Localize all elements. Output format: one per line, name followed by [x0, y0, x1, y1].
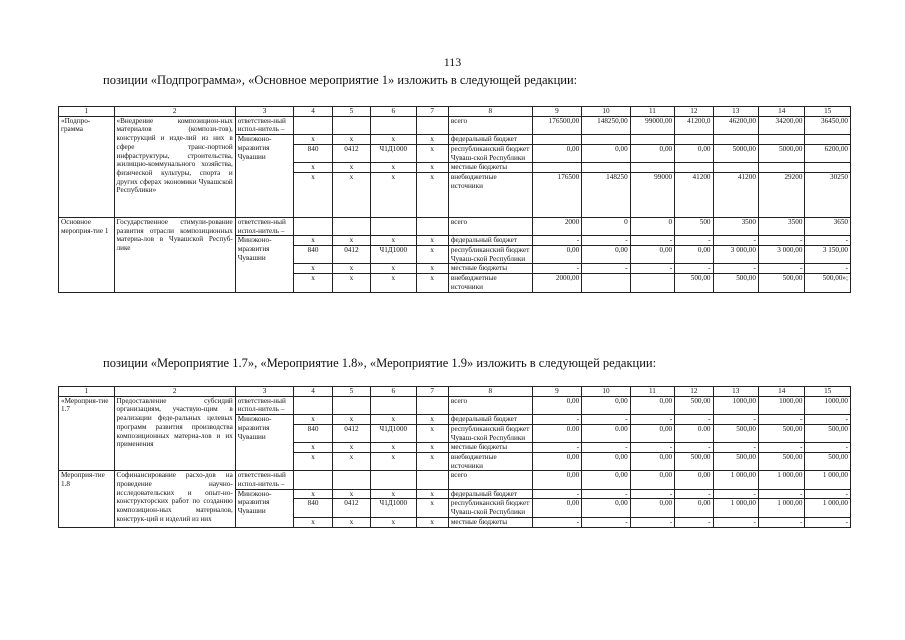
amount-cell: 500,00 [675, 274, 713, 292]
measure-title: Государственное стимули-рование развития отрасли композиционных материа-лов в Чувашской Респуб-лике [114, 217, 235, 292]
amount-cell: 36450,00 [805, 116, 851, 134]
amount-cell: 500,00 [713, 452, 758, 470]
target-code: Ч1Д1000 [371, 144, 416, 162]
amount-cell: - [675, 415, 713, 425]
funding-source: внебюджетные источники [448, 274, 532, 292]
target-code: Ч1Д1000 [371, 499, 416, 517]
section-code: х [332, 274, 370, 292]
section-code: х [332, 452, 370, 470]
funding-source: федеральный бюджет [448, 135, 532, 145]
col-num: 5 [332, 107, 370, 117]
amount-cell: - [758, 264, 804, 274]
grbs-code: 840 [294, 424, 332, 442]
funding-source: федеральный бюджет [448, 415, 532, 425]
amount-cell: 0,00 [532, 499, 582, 517]
col-num: 5 [332, 387, 370, 397]
col-num: 3 [235, 387, 294, 397]
expense-group: х [416, 415, 448, 425]
amount-cell: 0,00 [630, 396, 674, 414]
col-num: 9 [532, 387, 582, 397]
amount-cell: - [805, 489, 851, 499]
section-code: х [332, 443, 370, 453]
amount-cell: 0,00 [582, 452, 630, 470]
amount-cell: 0,00 [582, 396, 630, 414]
amount-cell: 0,00 [532, 471, 582, 489]
section-code: 0412 [332, 246, 370, 264]
measure-code: «Мероприя-тие 1.7 [59, 396, 115, 471]
amount-cell: - [675, 236, 713, 246]
section-heading-1: позиции «Подпрограмма», «Основное мероприятие 1» изложить в следующей редакции: [103, 73, 578, 87]
amount-cell: 500,00 [758, 274, 804, 292]
section-code: х [332, 489, 370, 499]
program-code: «Подпро-грамма [59, 116, 115, 217]
table-row [59, 116, 851, 134]
amount-cell: 0,00 [582, 144, 630, 162]
col-num: 6 [371, 387, 416, 397]
grbs-code: 840 [294, 246, 332, 264]
section-code: х [332, 415, 370, 425]
section-heading-2: позиции «Мероприятие 1.7», «Мероприятие 1.8», «Мероприятие 1.9» изложить в следующей редакции: [103, 356, 657, 370]
section-code [332, 116, 370, 134]
amount-cell: 5000,00 [758, 144, 804, 162]
responsible-executor-label: ответствен-ный испол-нитель – [235, 217, 294, 235]
section-code: 0412 [332, 144, 370, 162]
amount-cell: 0,00 [630, 452, 674, 470]
table-row [59, 217, 851, 235]
funding-source: внебюджетные источники [448, 452, 532, 470]
amount-cell: 1 000,00 [758, 471, 804, 489]
funding-source: республиканский бюджет Чуваш-ской Республики [448, 424, 532, 442]
amount-cell: 3650 [805, 217, 851, 235]
amount-cell: 0,00 [630, 144, 674, 162]
section-code [332, 217, 370, 235]
amount-cell: 1000,00 [713, 396, 758, 414]
col-num: 15 [805, 387, 851, 397]
amount-cell: 3 150,00 [805, 246, 851, 264]
amount-cell: 0,00 [675, 144, 713, 162]
target-code [371, 217, 416, 235]
amount-cell: - [532, 489, 582, 499]
amount-cell: 99000 [630, 172, 674, 217]
amount-cell: - [713, 517, 758, 527]
amount-cell: 0 [582, 217, 630, 235]
amount-cell: - [532, 443, 582, 453]
amount-cell: - [675, 517, 713, 527]
amount-cell [675, 135, 713, 145]
funding-source: всего [448, 217, 532, 235]
col-num: 7 [416, 107, 448, 117]
amount-cell: - [675, 443, 713, 453]
section-code: х [332, 264, 370, 274]
funding-source: внебюджетные источники [448, 172, 532, 217]
measure-title: Предоставление субсидий организациям, участвую-щим в реализации феде-ральных целевых программ развития производства композиционных материа-лов и их применения [114, 396, 235, 471]
funding-source: республиканский бюджет Чуваш-ской Республики [448, 246, 532, 264]
expense-group: х [416, 274, 448, 292]
amount-cell: - [758, 489, 804, 499]
amount-cell [582, 135, 630, 145]
program-title: «Внедрение композицион-ных материалов (компози-тов), конструкций и изде-лий из них в сфере транс-портной инфраструктуры, строительства, жилищно-коммунального хозяйства, физической культуры, спорта и других сферах экономики Чувашской Республики» [114, 116, 235, 217]
amount-cell: 34200,00 [758, 116, 804, 134]
target-code: х [371, 163, 416, 173]
col-num: 10 [582, 107, 630, 117]
col-num: 3 [235, 107, 294, 117]
amount-cell: 3500 [758, 217, 804, 235]
amount-cell: 500 [675, 217, 713, 235]
amount-cell: - [582, 443, 630, 453]
target-code: х [371, 236, 416, 246]
amount-cell: - [713, 415, 758, 425]
amount-cell: 41200 [713, 172, 758, 217]
section-code: х [332, 163, 370, 173]
amount-cell: - [532, 236, 582, 246]
amount-cell: 3500 [713, 217, 758, 235]
amount-cell: 1000,00 [805, 396, 851, 414]
amount-cell: 500,00 [675, 452, 713, 470]
amount-cell: 0,00 [675, 499, 713, 517]
responsible-executor: Минэконо-мразвития Чувашии [235, 489, 294, 527]
target-code: х [371, 415, 416, 425]
amount-cell: 500,00 [805, 452, 851, 470]
amount-cell [675, 163, 713, 173]
amount-cell: - [582, 489, 630, 499]
column-number-row [59, 387, 851, 397]
responsible-executor: Минэконо-мразвития Чувашии [235, 415, 294, 471]
grbs-code: х [294, 415, 332, 425]
amount-cell: - [630, 236, 674, 246]
amount-cell: - [758, 415, 804, 425]
amount-cell: 500,00 [675, 396, 713, 414]
col-num: 12 [675, 107, 713, 117]
responsible-executor-label: ответствен-ный испол-нитель – [235, 471, 294, 489]
expense-group [416, 116, 448, 134]
target-code: х [371, 443, 416, 453]
target-code [371, 396, 416, 414]
section-code: х [332, 135, 370, 145]
amount-cell: 0.00 [532, 424, 582, 442]
amount-cell: - [758, 517, 804, 527]
amount-cell: 0.00 [675, 424, 713, 442]
col-num: 13 [713, 387, 758, 397]
expense-group: х [416, 246, 448, 264]
grbs-code [294, 217, 332, 235]
amount-cell: 30250 [805, 172, 851, 217]
col-num: 1 [59, 107, 115, 117]
amount-cell: - [630, 264, 674, 274]
grbs-code: х [294, 264, 332, 274]
amount-cell: - [675, 489, 713, 499]
amount-cell: - [805, 264, 851, 274]
amount-cell: 6200,00 [805, 144, 851, 162]
amount-cell: 0,00 [582, 246, 630, 264]
amount-cell: 176500,00 [532, 116, 582, 134]
target-code: х [371, 274, 416, 292]
grbs-code: х [294, 236, 332, 246]
amount-cell: 500,00 [805, 424, 851, 442]
funding-source: федеральный бюджет [448, 236, 532, 246]
amount-cell: 500,00 [758, 424, 804, 442]
target-code: х [371, 489, 416, 499]
measure-title: Софинансирование расхо-дов на проведение научно-исследовательских и опыт-но-конструкторских работ по созданию композицион-ных материалов, конструк-ций и изделий из них [114, 471, 235, 527]
col-num: 1 [59, 387, 115, 397]
amount-cell [758, 163, 804, 173]
amount-cell: 500,00 [713, 274, 758, 292]
grbs-code: х [294, 443, 332, 453]
amount-cell [805, 135, 851, 145]
amount-cell: 0,00 [630, 424, 674, 442]
col-num: 15 [805, 107, 851, 117]
responsible-executor-label: ответствен-ный испол-нитель – [235, 116, 294, 134]
expense-group: х [416, 489, 448, 499]
amount-cell: 0,00 [675, 246, 713, 264]
expense-group: х [416, 424, 448, 442]
target-code: х [371, 452, 416, 470]
expense-group [416, 471, 448, 489]
section-code: 0412 [332, 424, 370, 442]
col-num: 4 [294, 107, 332, 117]
measure-code: Мероприя-тие 1.8 [59, 471, 115, 527]
funding-source: местные бюджеты [448, 443, 532, 453]
expense-group: х [416, 172, 448, 217]
amount-cell [630, 135, 674, 145]
amount-cell: 500,00 [758, 452, 804, 470]
amount-cell: 99000,00 [630, 116, 674, 134]
target-code: х [371, 135, 416, 145]
amount-cell: - [630, 489, 674, 499]
amount-cell: 1 000,00 [805, 471, 851, 489]
funding-source: местные бюджеты [448, 163, 532, 173]
amount-cell: - [582, 517, 630, 527]
col-num: 11 [630, 107, 674, 117]
expense-group [416, 217, 448, 235]
col-num: 8 [448, 387, 532, 397]
responsible-executor-label: ответствен-ный испол-нитель – [235, 396, 294, 414]
funding-source: местные бюджеты [448, 517, 532, 527]
section-code: х [332, 517, 370, 527]
amount-cell: - [582, 415, 630, 425]
amount-cell: 1000,00 [758, 396, 804, 414]
amount-cell: 0,00 [630, 499, 674, 517]
expense-group: х [416, 135, 448, 145]
col-num: 6 [371, 107, 416, 117]
amount-cell: 0.00 [582, 424, 630, 442]
expense-group: х [416, 443, 448, 453]
amount-cell: 1 000,00 [805, 499, 851, 517]
amount-cell: 148250 [582, 172, 630, 217]
amount-cell: 0,00 [582, 499, 630, 517]
amount-cell: 46200,00 [713, 116, 758, 134]
expense-group: х [416, 264, 448, 274]
amount-cell: - [713, 443, 758, 453]
funding-source: всего [448, 396, 532, 414]
amount-cell: - [630, 517, 674, 527]
amount-cell: - [805, 415, 851, 425]
amount-cell: 176500 [532, 172, 582, 217]
col-num: 12 [675, 387, 713, 397]
col-num: 2 [114, 387, 235, 397]
col-num: 14 [758, 107, 804, 117]
grbs-code: х [294, 489, 332, 499]
amount-cell [805, 163, 851, 173]
section-code [332, 396, 370, 414]
amount-cell: 0,00 [675, 471, 713, 489]
col-num: 2 [114, 107, 235, 117]
grbs-code: х [294, 452, 332, 470]
amount-cell [582, 163, 630, 173]
target-code: Ч1Д1000 [371, 246, 416, 264]
target-code [371, 471, 416, 489]
measure-code: Основное мероприя-тие 1 [59, 217, 115, 292]
expense-group: х [416, 163, 448, 173]
amount-cell [532, 163, 582, 173]
amount-cell [532, 135, 582, 145]
col-num: 14 [758, 387, 804, 397]
grbs-code: 840 [294, 499, 332, 517]
amount-cell [713, 135, 758, 145]
amount-cell: 0,00 [532, 396, 582, 414]
amount-cell: 500,00»; [805, 274, 851, 292]
col-num: 7 [416, 387, 448, 397]
amount-cell: 0,00 [532, 452, 582, 470]
target-code: х [371, 264, 416, 274]
expense-group [416, 396, 448, 414]
column-number-row [59, 107, 851, 117]
amount-cell [713, 163, 758, 173]
target-code: х [371, 517, 416, 527]
col-num: 4 [294, 387, 332, 397]
amount-cell: 0,00 [582, 471, 630, 489]
col-num: 8 [448, 107, 532, 117]
amount-cell: - [532, 517, 582, 527]
responsible-executor: Минэконо-мразвития Чувашии [235, 135, 294, 218]
section-code [332, 471, 370, 489]
amount-cell: - [532, 264, 582, 274]
grbs-code: х [294, 517, 332, 527]
responsible-executor: Минэконо-мразвития Чувашии [235, 236, 294, 292]
amount-cell: - [532, 415, 582, 425]
amount-cell [582, 274, 630, 292]
grbs-code: х [294, 163, 332, 173]
expense-group: х [416, 144, 448, 162]
funding-source: республиканский бюджет Чуваш-ской Республики [448, 144, 532, 162]
grbs-code: х [294, 172, 332, 217]
amount-cell: 3 000,00 [758, 246, 804, 264]
section-code: х [332, 236, 370, 246]
amount-cell: 0 [630, 217, 674, 235]
amount-cell: 1 000,00 [713, 471, 758, 489]
amount-cell: 41200 [675, 172, 713, 217]
expense-group: х [416, 517, 448, 527]
target-code [371, 116, 416, 134]
funding-source: всего [448, 116, 532, 134]
expense-group: х [416, 236, 448, 246]
expense-group: х [416, 452, 448, 470]
amount-cell: - [713, 489, 758, 499]
amount-cell: 1 000,00 [758, 499, 804, 517]
amount-cell: 3 000,00 [713, 246, 758, 264]
target-code: х [371, 172, 416, 217]
col-num: 13 [713, 107, 758, 117]
amount-cell: 2000,00 [532, 274, 582, 292]
table-row [59, 471, 851, 489]
amount-cell: - [675, 264, 713, 274]
amount-cell [630, 274, 674, 292]
grbs-code [294, 471, 332, 489]
amount-cell: - [805, 443, 851, 453]
grbs-code: х [294, 135, 332, 145]
amount-cell: 2000 [532, 217, 582, 235]
amount-cell: 0,00 [630, 246, 674, 264]
amount-cell: - [713, 264, 758, 274]
amount-cell: - [805, 517, 851, 527]
grbs-code: 840 [294, 144, 332, 162]
amount-cell: 148250,00 [582, 116, 630, 134]
grbs-code: х [294, 274, 332, 292]
section-code: 0412 [332, 499, 370, 517]
amount-cell: 0,00 [532, 144, 582, 162]
budget-table-1 [58, 106, 851, 293]
amount-cell: - [758, 443, 804, 453]
amount-cell: - [758, 236, 804, 246]
amount-cell: - [630, 443, 674, 453]
grbs-code [294, 116, 332, 134]
amount-cell: 5000,00 [713, 144, 758, 162]
amount-cell: - [582, 236, 630, 246]
col-num: 11 [630, 387, 674, 397]
funding-source: федеральный бюджет [448, 489, 532, 499]
col-num: 9 [532, 107, 582, 117]
col-num: 10 [582, 387, 630, 397]
amount-cell: 0,00 [532, 246, 582, 264]
section-code: х [332, 172, 370, 217]
amount-cell: - [630, 415, 674, 425]
amount-cell: 500,00 [713, 424, 758, 442]
amount-cell [630, 163, 674, 173]
budget-table-2 [58, 386, 851, 528]
amount-cell: - [805, 236, 851, 246]
amount-cell: - [582, 264, 630, 274]
amount-cell: 41200,0 [675, 116, 713, 134]
amount-cell: 29200 [758, 172, 804, 217]
expense-group: х [416, 499, 448, 517]
grbs-code [294, 396, 332, 414]
target-code: Ч1Д1000 [371, 424, 416, 442]
page-number: 113 [443, 55, 462, 69]
table-row [59, 396, 851, 414]
funding-source: республиканский бюджет Чуваш-ской Республики [448, 499, 532, 517]
funding-source: местные бюджеты [448, 264, 532, 274]
amount-cell [758, 135, 804, 145]
funding-source: всего [448, 471, 532, 489]
amount-cell: - [713, 236, 758, 246]
amount-cell: 1 000,00 [713, 499, 758, 517]
amount-cell: 0,00 [630, 471, 674, 489]
